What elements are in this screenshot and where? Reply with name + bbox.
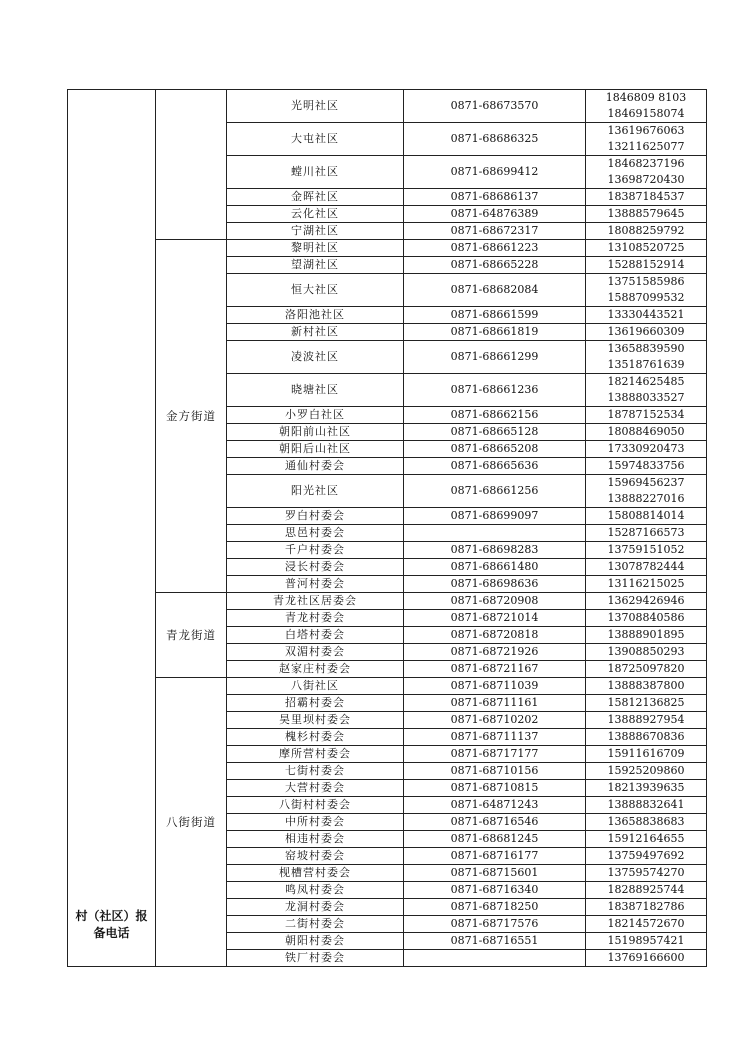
community-name-cell: 罗白村委会 <box>227 508 404 525</box>
community-name-cell: 相违村委会 <box>227 831 404 848</box>
mobile-number: 13769166600 <box>607 951 685 964</box>
category-cell <box>68 90 156 967</box>
community-name-cell: 昊里坝村委会 <box>227 712 404 729</box>
table-row <box>68 593 707 610</box>
landline-cell: 0871-68665208 <box>404 441 586 458</box>
community-name-cell: 通仙村委会 <box>227 458 404 475</box>
landline-cell: 0871-68661599 <box>404 307 586 324</box>
mobile-cell <box>586 374 707 407</box>
mobile-number: 18213939635 <box>607 781 685 794</box>
mobile-number: 15911616709 <box>607 747 685 760</box>
mobile-number: 13698720430 <box>607 173 685 186</box>
mobile-cell <box>586 458 707 475</box>
mobile-cell <box>586 814 707 831</box>
community-name-cell: 青龙村委会 <box>227 610 404 627</box>
landline-cell: 0871-68661299 <box>404 341 586 374</box>
landline-cell: 0871-68710815 <box>404 780 586 797</box>
community-name-cell: 宁湖社区 <box>227 223 404 240</box>
contact-table <box>67 89 707 967</box>
community-name-cell: 朝阳后山社区 <box>227 441 404 458</box>
mobile-number: 13108520725 <box>607 241 685 254</box>
mobile-cell <box>586 441 707 458</box>
mobile-cell <box>586 240 707 257</box>
mobile-number: 13888227016 <box>607 492 685 505</box>
mobile-cell <box>586 341 707 374</box>
community-name-cell: 凌波社区 <box>227 341 404 374</box>
mobile-cell <box>586 627 707 644</box>
community-name-cell: 槐杉村委会 <box>227 729 404 746</box>
landline-cell: 0871-68710156 <box>404 763 586 780</box>
mobile-cell <box>586 307 707 324</box>
community-name-cell: 小罗白社区 <box>227 407 404 424</box>
community-name-cell: 黎明社区 <box>227 240 404 257</box>
landline-cell: 0871-68662156 <box>404 407 586 424</box>
mobile-cell <box>586 576 707 593</box>
mobile-cell <box>586 848 707 865</box>
landline-cell: 0871-68721014 <box>404 610 586 627</box>
mobile-number: 15974833756 <box>607 459 685 472</box>
community-name-cell: 思邑村委会 <box>227 525 404 542</box>
mobile-number: 18725097820 <box>607 662 685 675</box>
landline-cell: 0871-68711161 <box>404 695 586 712</box>
community-name-cell: 大屯社区 <box>227 123 404 156</box>
landline-cell: 0871-68673570 <box>404 90 586 123</box>
community-name-cell: 白塔村委会 <box>227 627 404 644</box>
mobile-cell <box>586 780 707 797</box>
mobile-number: 13759574270 <box>607 866 685 879</box>
mobile-cell <box>586 882 707 899</box>
mobile-cell <box>586 206 707 223</box>
mobile-number: 13888033527 <box>607 391 685 404</box>
landline-cell: 0871-68717177 <box>404 746 586 763</box>
mobile-number: 15198957421 <box>607 934 685 947</box>
landline-cell: 0871-68716177 <box>404 848 586 865</box>
mobile-cell <box>586 729 707 746</box>
mobile-number: 15287166573 <box>607 526 685 539</box>
street-cell <box>156 90 227 240</box>
mobile-number: 13211625077 <box>607 140 685 153</box>
mobile-cell <box>586 797 707 814</box>
community-name-cell: 浸长村委会 <box>227 559 404 576</box>
street-cell: 青龙街道 <box>156 593 227 678</box>
community-name-cell: 七街村委会 <box>227 763 404 780</box>
community-name-cell: 普河村委会 <box>227 576 404 593</box>
mobile-cell <box>586 746 707 763</box>
mobile-cell <box>586 712 707 729</box>
community-name-cell: 八街村村委会 <box>227 797 404 814</box>
mobile-number: 15887099532 <box>607 291 685 304</box>
landline-cell: 0871-68720818 <box>404 627 586 644</box>
mobile-number: 1846809 8103 <box>605 91 687 104</box>
mobile-number: 13888901895 <box>607 628 685 641</box>
mobile-number: 17330920473 <box>607 442 685 455</box>
community-name-cell: 光明社区 <box>227 90 404 123</box>
mobile-number: 13888387800 <box>607 679 685 692</box>
community-name-cell: 二街村委会 <box>227 916 404 933</box>
mobile-number: 13759151052 <box>607 543 685 556</box>
mobile-number: 13751585986 <box>607 275 685 288</box>
mobile-cell <box>586 695 707 712</box>
community-name-cell: 双湄村委会 <box>227 644 404 661</box>
mobile-cell <box>586 610 707 627</box>
landline-cell: 0871-68720908 <box>404 593 586 610</box>
community-name-cell: 金晖社区 <box>227 189 404 206</box>
community-name-cell: 云化社区 <box>227 206 404 223</box>
mobile-number: 15808814014 <box>607 509 685 522</box>
landline-cell: 0871-68698636 <box>404 576 586 593</box>
community-name-cell: 晓塘社区 <box>227 374 404 407</box>
mobile-number: 15912164655 <box>607 832 685 845</box>
mobile-cell <box>586 407 707 424</box>
mobile-number: 13518761639 <box>607 358 685 371</box>
community-name-cell: 青龙社区居委会 <box>227 593 404 610</box>
landline-cell: 0871-68715601 <box>404 865 586 882</box>
category-label-line2: 备电话 <box>93 926 130 940</box>
landline-cell: 0871-68661223 <box>404 240 586 257</box>
mobile-cell <box>586 324 707 341</box>
landline-cell: 0871-68672317 <box>404 223 586 240</box>
community-name-cell: 鸣凤村委会 <box>227 882 404 899</box>
mobile-number: 15288152914 <box>607 258 685 271</box>
mobile-number: 15812136825 <box>607 696 685 709</box>
mobile-cell <box>586 661 707 678</box>
mobile-number: 13658839590 <box>607 342 685 355</box>
mobile-cell <box>586 899 707 916</box>
mobile-number: 18387184537 <box>607 190 685 203</box>
community-name-cell: 赵家庄村委会 <box>227 661 404 678</box>
landline-cell: 0871-64871243 <box>404 797 586 814</box>
mobile-cell <box>586 542 707 559</box>
community-name-cell: 大营村委会 <box>227 780 404 797</box>
mobile-cell <box>586 508 707 525</box>
mobile-cell <box>586 475 707 508</box>
mobile-number: 13116215025 <box>607 577 685 590</box>
mobile-number: 18787152534 <box>607 408 685 421</box>
table-row <box>68 90 707 123</box>
mobile-number: 18468237196 <box>607 157 685 170</box>
landline-cell: 0871-68716551 <box>404 933 586 950</box>
mobile-number: 15969456237 <box>607 476 685 489</box>
landline-cell: 0871-64876389 <box>404 206 586 223</box>
mobile-cell <box>586 916 707 933</box>
mobile-cell <box>586 274 707 307</box>
mobile-cell <box>586 865 707 882</box>
mobile-number: 13619676063 <box>607 124 685 137</box>
landline-cell: 0871-68699097 <box>404 508 586 525</box>
mobile-cell <box>586 257 707 274</box>
landline-cell: 0871-68721167 <box>404 661 586 678</box>
landline-cell: 0871-68716340 <box>404 882 586 899</box>
landline-cell: 0871-68665128 <box>404 424 586 441</box>
mobile-cell <box>586 559 707 576</box>
landline-cell: 0871-68682084 <box>404 274 586 307</box>
mobile-cell <box>586 831 707 848</box>
mobile-cell <box>586 424 707 441</box>
mobile-number: 18288925744 <box>607 883 685 896</box>
landline-cell: 0871-68661236 <box>404 374 586 407</box>
community-name-cell: 龙洞村委会 <box>227 899 404 916</box>
landline-cell: 0871-68716546 <box>404 814 586 831</box>
mobile-cell <box>586 933 707 950</box>
mobile-number: 18387182786 <box>607 900 685 913</box>
landline-cell: 0871-68681245 <box>404 831 586 848</box>
landline-cell: 0871-68686137 <box>404 189 586 206</box>
landline-cell: 0871-68661480 <box>404 559 586 576</box>
community-name-cell: 八街社区 <box>227 678 404 695</box>
mobile-number: 15925209860 <box>607 764 685 777</box>
landline-cell: 0871-68686325 <box>404 123 586 156</box>
mobile-number: 13888579645 <box>607 207 685 220</box>
landline-cell: 0871-68711137 <box>404 729 586 746</box>
community-name-cell: 窑坡村委会 <box>227 848 404 865</box>
mobile-number: 18088469050 <box>607 425 685 438</box>
landline-cell: 0871-68721926 <box>404 644 586 661</box>
mobile-number: 13078782444 <box>607 560 685 573</box>
community-name-cell: 朝阳前山社区 <box>227 424 404 441</box>
street-cell: 金方街道 <box>156 240 227 593</box>
category-label-line1: 村（社区）报 <box>75 909 148 923</box>
mobile-number: 13629426946 <box>607 594 685 607</box>
landline-cell: 0871-68710202 <box>404 712 586 729</box>
mobile-number: 13908850293 <box>607 645 685 658</box>
community-name-cell: 铁厂村委会 <box>227 950 404 967</box>
mobile-number: 18088259792 <box>607 224 685 237</box>
landline-cell: 0871-68665228 <box>404 257 586 274</box>
community-name-cell: 螳川社区 <box>227 156 404 189</box>
mobile-number: 18469158074 <box>607 107 685 120</box>
community-name-cell: 阳光社区 <box>227 475 404 508</box>
mobile-number: 13619660309 <box>607 325 685 338</box>
mobile-cell <box>586 156 707 189</box>
community-name-cell: 新村社区 <box>227 324 404 341</box>
community-name-cell: 摩所营村委会 <box>227 746 404 763</box>
community-name-cell: 招霸村委会 <box>227 695 404 712</box>
table-row <box>68 678 707 695</box>
landline-cell: 0871-68718250 <box>404 899 586 916</box>
landline-cell: 0871-68665636 <box>404 458 586 475</box>
mobile-cell <box>586 223 707 240</box>
mobile-cell <box>586 950 707 967</box>
landline-cell <box>404 950 586 967</box>
mobile-cell <box>586 189 707 206</box>
mobile-number: 13759497692 <box>607 849 685 862</box>
mobile-cell <box>586 678 707 695</box>
mobile-number: 18214625485 <box>607 375 685 388</box>
community-name-cell: 恒大社区 <box>227 274 404 307</box>
landline-cell: 0871-68661819 <box>404 324 586 341</box>
landline-cell: 0871-68698283 <box>404 542 586 559</box>
table-row <box>68 240 707 257</box>
mobile-number: 13888927954 <box>607 713 685 726</box>
landline-cell: 0871-68661256 <box>404 475 586 508</box>
community-name-cell: 朝阳村委会 <box>227 933 404 950</box>
community-name-cell: 枧槽营村委会 <box>227 865 404 882</box>
mobile-number: 13658838683 <box>607 815 685 828</box>
community-name-cell: 千户村委会 <box>227 542 404 559</box>
mobile-number: 13708840586 <box>607 611 685 624</box>
mobile-number: 13888670836 <box>607 730 685 743</box>
mobile-cell <box>586 644 707 661</box>
mobile-number: 13330443521 <box>607 308 685 321</box>
mobile-cell <box>586 593 707 610</box>
mobile-cell <box>586 763 707 780</box>
community-name-cell: 洛阳池社区 <box>227 307 404 324</box>
mobile-number: 13888832641 <box>607 798 685 811</box>
mobile-number: 18214572670 <box>607 917 685 930</box>
landline-cell <box>404 525 586 542</box>
landline-cell: 0871-68711039 <box>404 678 586 695</box>
community-name-cell: 中所村委会 <box>227 814 404 831</box>
community-name-cell: 望湖社区 <box>227 257 404 274</box>
mobile-cell <box>586 525 707 542</box>
landline-cell: 0871-68717576 <box>404 916 586 933</box>
contact-table-body <box>68 90 707 967</box>
mobile-cell <box>586 123 707 156</box>
landline-cell: 0871-68699412 <box>404 156 586 189</box>
mobile-cell <box>586 90 707 123</box>
street-cell: 八街街道 <box>156 678 227 967</box>
